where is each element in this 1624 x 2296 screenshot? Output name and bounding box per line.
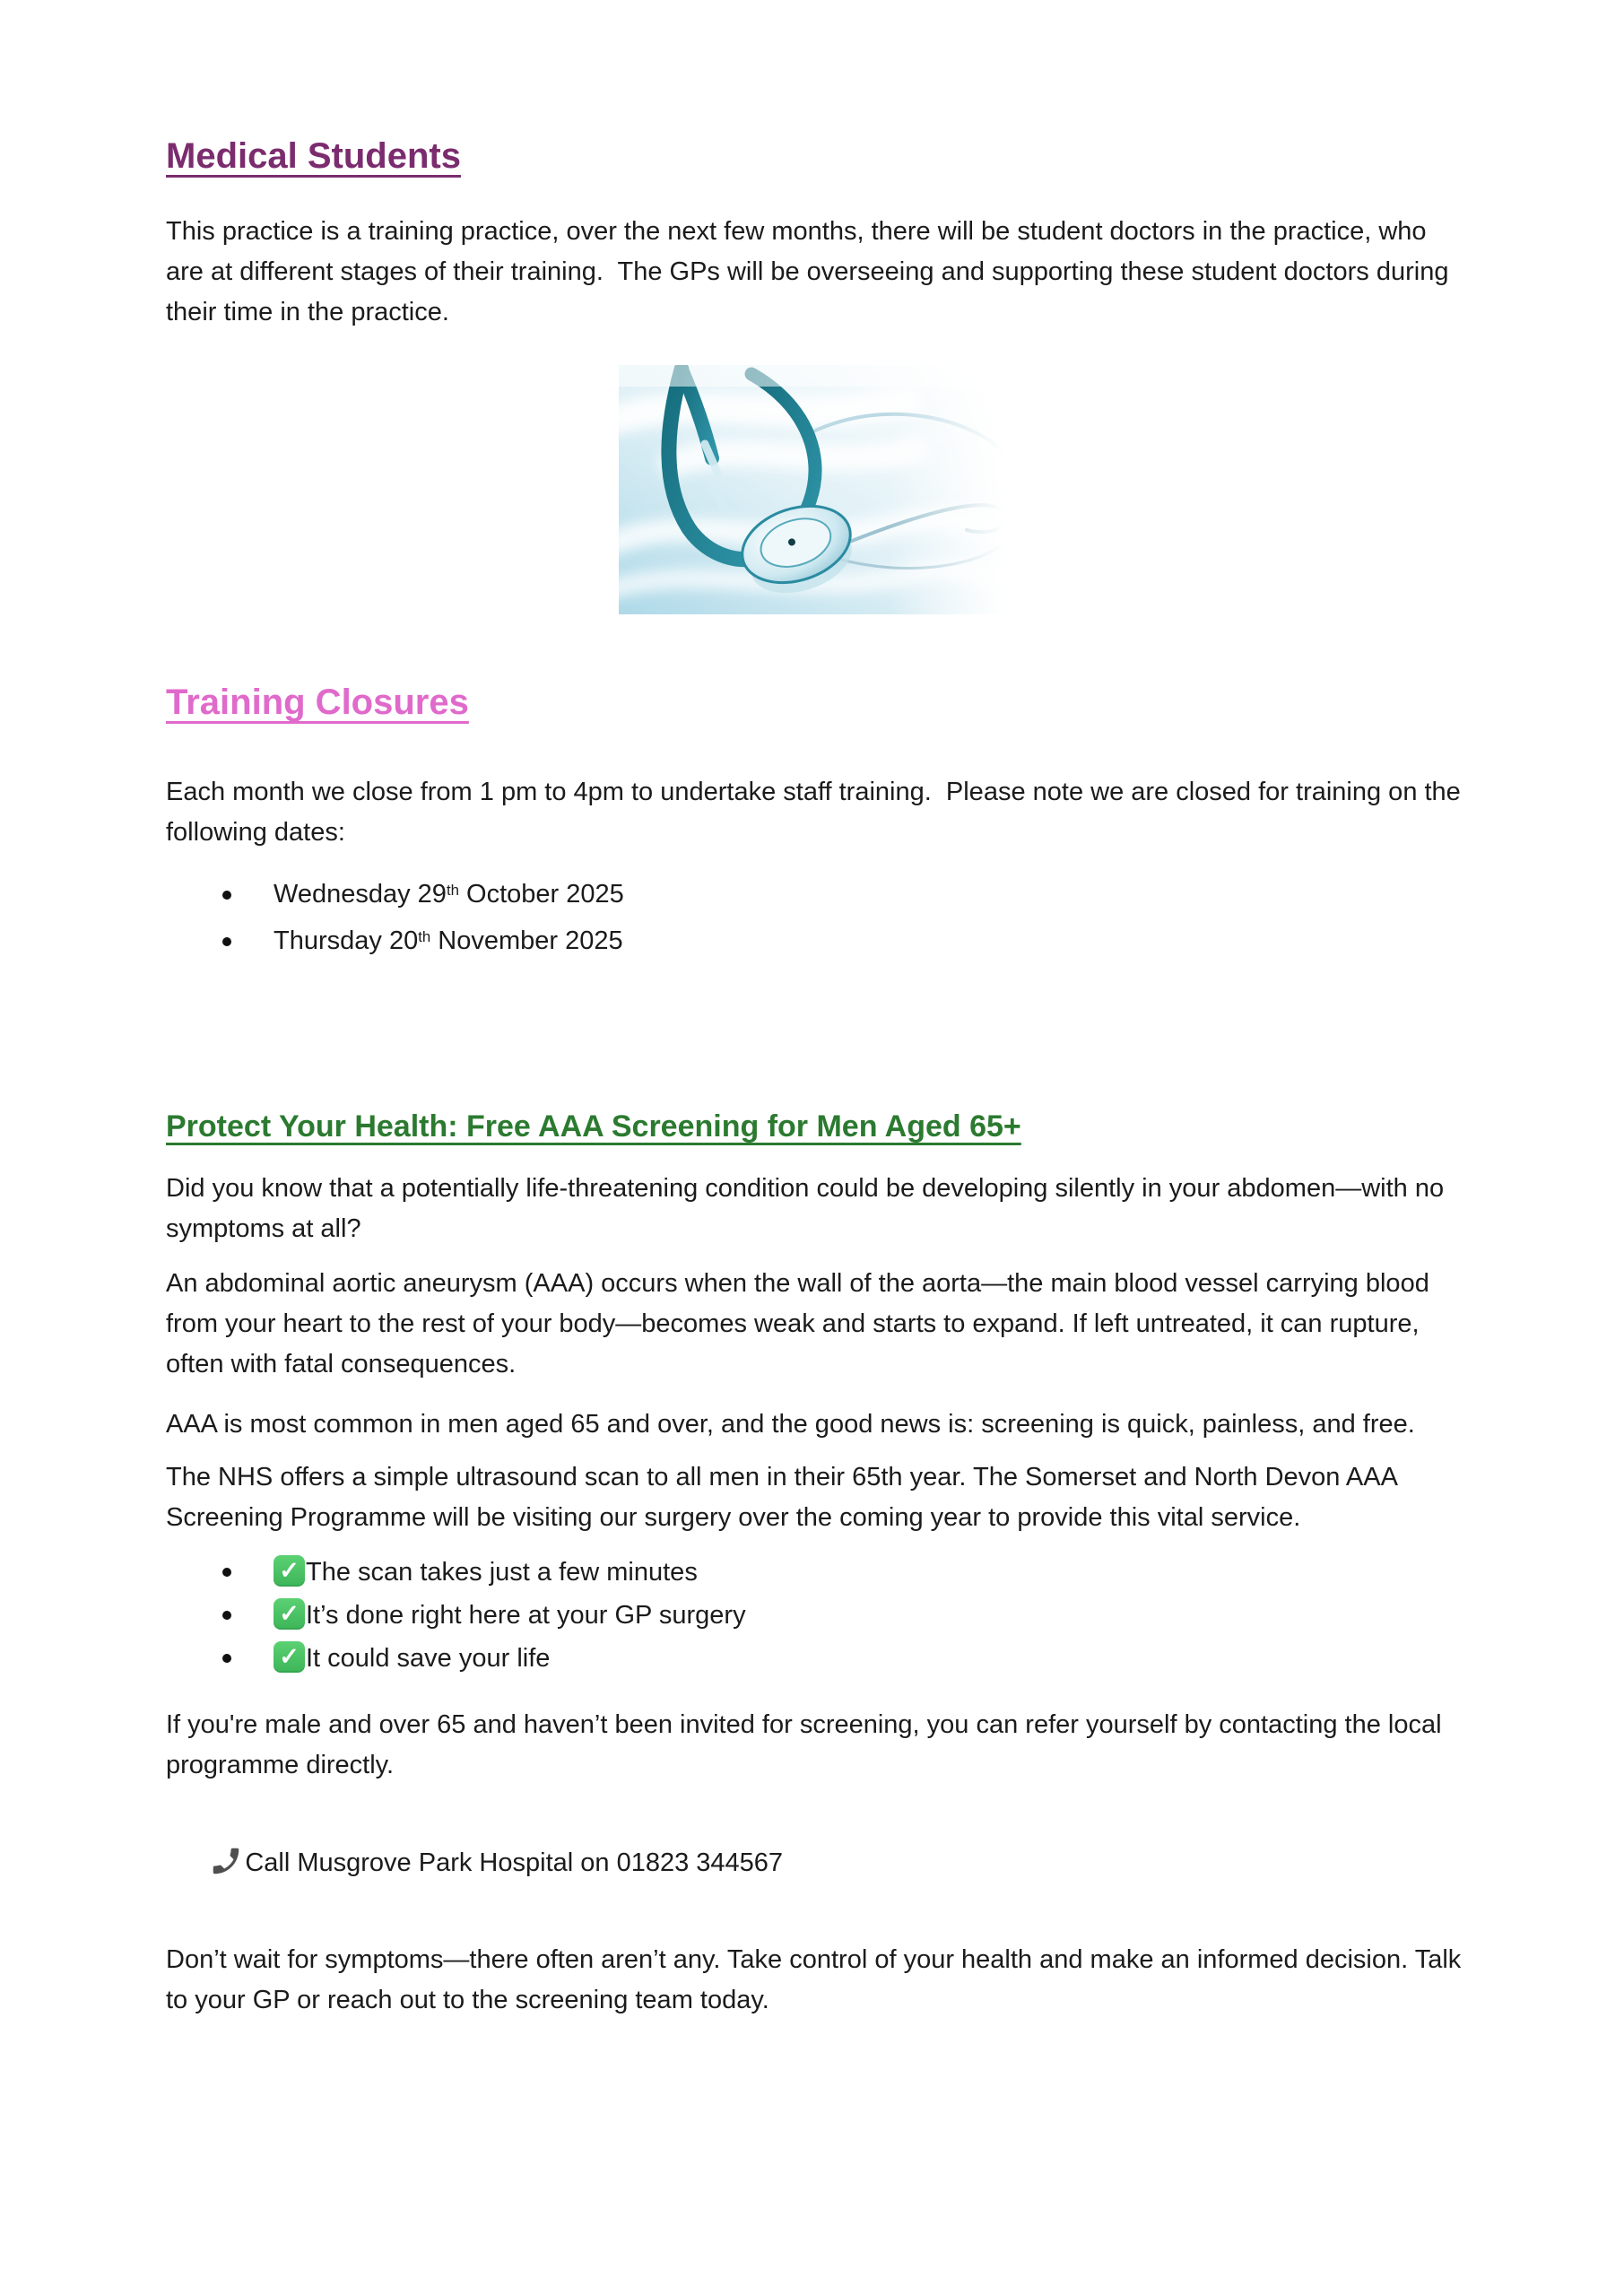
section-heading-aaa-screening: Protect Your Health: Free AAA Screening for Men Aged 65+ (166, 1109, 1021, 1144)
closure-date-text: Wednesday 29 (274, 880, 447, 909)
stethoscope-photo (619, 365, 1004, 614)
closing-paragraph: Don’t wait for symptoms—there often aren’t any. Take control of your health and make an informed decision. Talk to your GP or reach out to the screening team today. (166, 1945, 1469, 2014)
ordinal-superscript: th (446, 881, 459, 899)
aaa-paragraph: An abdominal aortic aneurysm (AAA) occurs when the wall of the aorta—the main blood vessel carrying blood from your heart to the rest of your body—becomes weak and starts to expand. If left untreated, it can rupture, often with fatal consequences. (166, 1269, 1437, 1378)
page-content (166, 0, 1469, 2021)
section-heading-training-closures: Training Closures (166, 683, 469, 722)
closure-date-item (166, 919, 1464, 966)
phone-line (166, 1798, 1464, 1927)
check-icon (274, 1641, 305, 1673)
aaa-paragraph: AAA is most common in men aged 65 and over, and the good news is: screening is quick, painless, and free. (166, 1410, 1415, 1439)
closure-date-text: Thursday 20 (274, 926, 419, 955)
training-closures-paragraph: Each month we close from 1 pm to 4pm to undertake staff training. Please note we are closed for training on the following dates: (166, 778, 1468, 847)
check-icon (274, 1555, 305, 1587)
phone-icon (209, 1844, 243, 1878)
ordinal-superscript: th (418, 927, 431, 945)
aaa-paragraph: Did you know that a potentially life-threatening condition could be developing silently in your abdomen—with no symptoms at all? (166, 1174, 1452, 1243)
benefit-text: It’s done right here at your GP surgery (306, 1601, 746, 1630)
check-icon (274, 1598, 305, 1630)
phone-text: Call Musgrove Park Hospital on 01823 344567 (245, 1848, 784, 1877)
benefit-item (166, 1637, 1464, 1680)
medical-students-paragraph: This practice is a training practice, over the next few months, there will be student doctors in the practice, who are at different stages of their training. The GPs will be overseeing and supporting these student doctors during their time in the practice. (166, 217, 1456, 326)
closure-dates-list (166, 873, 1464, 966)
benefit-item (166, 1551, 1464, 1594)
benefit-item (166, 1594, 1464, 1637)
aaa-paragraph: The NHS offers a simple ultrasound scan to all men in their 65th year. The Somerset and North Devon AAA Screening Programme will be visiting our surgery over the coming year to provide this vital service. (166, 1463, 1404, 1532)
closure-date-item (166, 873, 1464, 919)
self-referral-paragraph: If you're male and over 65 and haven’t been invited for screening, you can refer yourself by contacting the local programme directly. (166, 1710, 1449, 1779)
closure-date-text: October 2025 (458, 880, 624, 909)
screening-benefits-list (166, 1551, 1464, 1680)
closure-date-text: November 2025 (430, 926, 623, 955)
benefit-text: It could save your life (306, 1644, 551, 1673)
section-heading-medical-students: Medical Students (166, 136, 461, 176)
benefit-text: The scan takes just a few minutes (306, 1558, 698, 1587)
